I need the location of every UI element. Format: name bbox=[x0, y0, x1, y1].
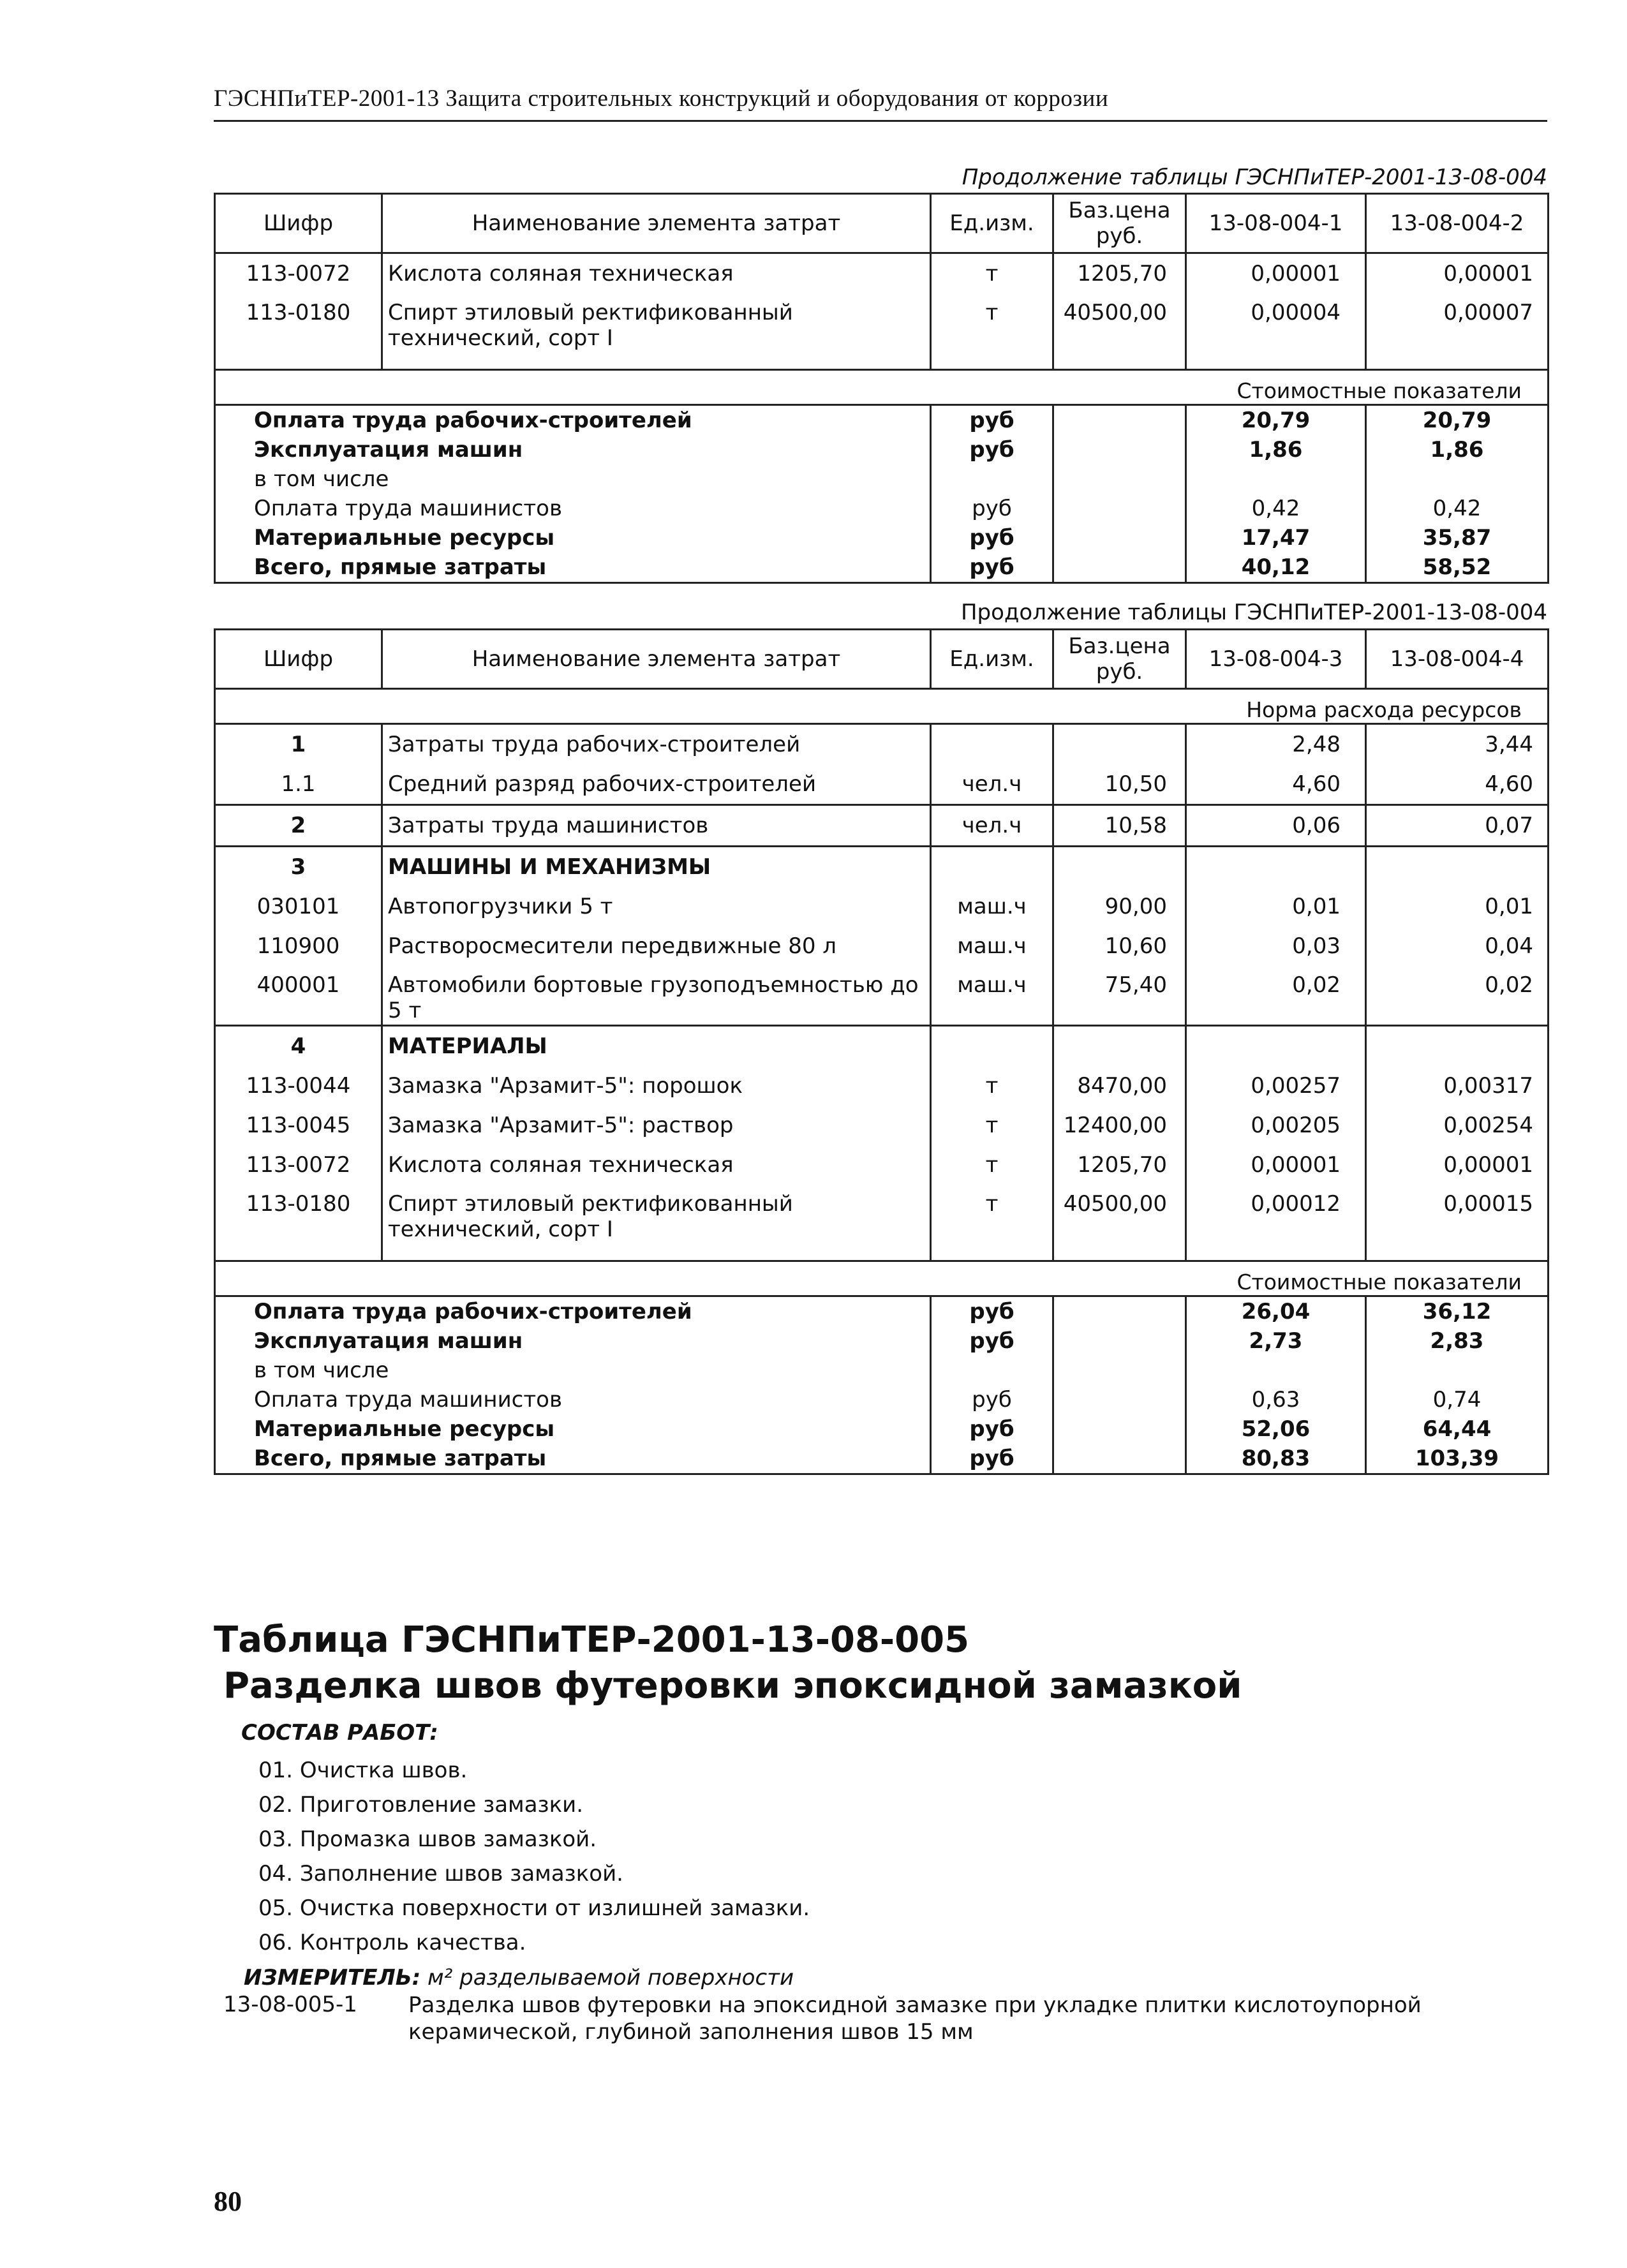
summary-value-2: 0,42 bbox=[1366, 494, 1549, 523]
row-value-2: 0,00015 bbox=[1366, 1185, 1549, 1243]
summary-label: Оплата труда рабочих-строителей bbox=[215, 1296, 931, 1327]
summary-unit: руб bbox=[931, 1326, 1053, 1356]
col-header-norm-1: 13-08-004-1 bbox=[1186, 194, 1366, 253]
row-value-1: 0,00012 bbox=[1186, 1185, 1366, 1243]
summary-value-2: 58,52 bbox=[1366, 552, 1549, 583]
row-value-1: 0,00001 bbox=[1186, 253, 1366, 294]
summary-value-1: 17,47 bbox=[1186, 523, 1366, 552]
row-name: Замазка "Арзамит-5": раствор bbox=[382, 1106, 931, 1145]
col-header-code: Шифр bbox=[215, 630, 382, 689]
row-unit: маш.ч bbox=[931, 926, 1053, 966]
row-unit: т bbox=[931, 1145, 1053, 1185]
summary-value-1: 80,83 bbox=[1186, 1444, 1366, 1474]
cost-band-label: Стоимостные показатели bbox=[215, 1261, 1549, 1296]
summary-row bbox=[215, 494, 1549, 523]
works-list bbox=[258, 1753, 810, 1960]
row-price bbox=[1053, 724, 1186, 765]
col-header-norm-2: 13-08-004-2 bbox=[1366, 194, 1549, 253]
row-name: Автопогрузчики 5 т bbox=[382, 887, 931, 926]
row-value-1: 0,00205 bbox=[1186, 1106, 1366, 1145]
summary-value-2: 0,74 bbox=[1366, 1385, 1549, 1414]
row-value-1: 0,00004 bbox=[1186, 293, 1366, 352]
table-row bbox=[215, 1106, 1549, 1145]
summary-unit: руб bbox=[931, 552, 1053, 583]
row-code: 1.1 bbox=[215, 764, 382, 805]
row-code: 2 bbox=[215, 806, 382, 847]
row-code: 3 bbox=[215, 847, 382, 887]
row-value-2: 0,01 bbox=[1366, 887, 1549, 926]
table2-caption: Продолжение таблицы ГЭСНПиТЕР-2001-13-08-004 bbox=[960, 600, 1547, 625]
row-code: 113-0180 bbox=[215, 293, 382, 352]
list-item: 04. Заполнение швов замазкой. bbox=[258, 1861, 623, 1886]
row-unit: т bbox=[931, 293, 1053, 352]
col-header-code: Шифр bbox=[215, 194, 382, 253]
row-unit: чел.ч bbox=[931, 806, 1053, 847]
row-price: 40500,00 bbox=[1053, 1185, 1186, 1243]
list-item: 05. Очистка поверхности от излишней замазки. bbox=[258, 1895, 810, 1921]
row-code: 113-0072 bbox=[215, 1145, 382, 1185]
table-row bbox=[215, 724, 1549, 765]
resource-table-1 bbox=[214, 193, 1549, 584]
row-code: 113-0045 bbox=[215, 1106, 382, 1145]
summary-label: в том числе bbox=[215, 1356, 931, 1385]
row-value-2: 0,00001 bbox=[1366, 1145, 1549, 1185]
summary-unit: руб bbox=[931, 405, 1053, 436]
row-value-1: 0,01 bbox=[1186, 887, 1366, 926]
row-value-2: 0,02 bbox=[1366, 966, 1549, 1026]
summary-row bbox=[215, 1444, 1549, 1474]
row-code: 4 bbox=[215, 1027, 382, 1066]
summary-row bbox=[215, 1414, 1549, 1444]
list-item: 01. Очистка швов. bbox=[258, 1758, 468, 1783]
header-rule bbox=[214, 120, 1547, 122]
row-price: 40500,00 bbox=[1053, 293, 1186, 352]
table-row bbox=[215, 1185, 1549, 1243]
list-item: 06. Контроль качества. bbox=[258, 1930, 526, 1955]
summary-value-2: 35,87 bbox=[1366, 523, 1549, 552]
table-row bbox=[215, 887, 1549, 926]
summary-row bbox=[215, 405, 1549, 436]
summary-label: Оплата труда машинистов bbox=[215, 494, 931, 523]
col-header-name: Наименование элемента затрат bbox=[382, 630, 931, 689]
row-value-2: 4,60 bbox=[1366, 764, 1549, 805]
row-name: Автомобили бортовые грузоподъемностью до 5 т bbox=[382, 966, 931, 1026]
resource-table-2 bbox=[214, 628, 1549, 1475]
summary-label: Оплата труда машинистов bbox=[215, 1385, 931, 1414]
row-name: Кислота соляная техническая bbox=[382, 253, 931, 294]
row-value-1: 0,03 bbox=[1186, 926, 1366, 966]
row-name: Кислота соляная техническая bbox=[382, 1145, 931, 1185]
table1-caption: Продолжение таблицы ГЭСНПиТЕР-2001-13-08-004 bbox=[962, 165, 1547, 190]
row-value-2: 0,00007 bbox=[1366, 293, 1549, 352]
table-spacer-row bbox=[215, 352, 1549, 370]
running-header: ГЭСНПиТЕР-2001-13 Защита строительных конструкций и оборудования от коррозии bbox=[214, 85, 1109, 112]
summary-label: Всего, прямые затраты bbox=[215, 1444, 931, 1474]
summary-label: Эксплуатация машин bbox=[215, 435, 931, 464]
row-name: Затраты труда машинистов bbox=[382, 806, 931, 847]
row-name: Замазка "Арзамит-5": порошок bbox=[382, 1066, 931, 1106]
cost-band-label: Стоимостные показатели bbox=[215, 370, 1549, 405]
row-value-2: 0,00254 bbox=[1366, 1106, 1549, 1145]
summary-row bbox=[215, 1326, 1549, 1356]
row-value-2: 3,44 bbox=[1366, 724, 1549, 765]
cost-band-row bbox=[215, 370, 1549, 405]
summary-value-1: 0,63 bbox=[1186, 1385, 1366, 1414]
col-header-unit: Ед.изм. bbox=[931, 630, 1053, 689]
row-unit: т bbox=[931, 1106, 1053, 1145]
table-row bbox=[215, 764, 1549, 805]
row-name: МАТЕРИАЛЫ bbox=[382, 1027, 931, 1066]
row-price: 1205,70 bbox=[1053, 253, 1186, 294]
summary-value-1: 0,42 bbox=[1186, 494, 1366, 523]
meter-line bbox=[244, 1965, 794, 1990]
row-unit: маш.ч bbox=[931, 887, 1053, 926]
col-header-norm-4: 13-08-004-4 bbox=[1366, 630, 1549, 689]
group-header-row bbox=[215, 847, 1549, 887]
item-description: Разделка швов футеровки на эпоксидной замазке при укладке плитки кислотоупорной керамической, глубиной заполнения швов 15 мм bbox=[408, 1992, 1422, 2045]
row-value-1: 0,00257 bbox=[1186, 1066, 1366, 1106]
summary-value-1: 20,79 bbox=[1186, 405, 1366, 436]
summary-value-1: 52,06 bbox=[1186, 1414, 1366, 1444]
summary-row bbox=[215, 523, 1549, 552]
summary-label: Материальные ресурсы bbox=[215, 523, 931, 552]
table-row bbox=[215, 1066, 1549, 1106]
row-value-1: 4,60 bbox=[1186, 764, 1366, 805]
table1-header-row bbox=[215, 194, 1549, 253]
row-name: Средний разряд рабочих-строителей bbox=[382, 764, 931, 805]
table-spacer-row bbox=[215, 1243, 1549, 1261]
row-value-1: 0,00001 bbox=[1186, 1145, 1366, 1185]
page-number: 80 bbox=[214, 2186, 242, 2217]
norm-band-label: Норма расхода ресурсов bbox=[215, 689, 1549, 724]
table-row bbox=[215, 253, 1549, 294]
summary-unit: руб bbox=[931, 523, 1053, 552]
row-code: 1 bbox=[215, 724, 382, 765]
list-item: 02. Приготовление замазки. bbox=[258, 1792, 584, 1818]
summary-unit: руб bbox=[931, 1444, 1053, 1474]
summary-label: Материальные ресурсы bbox=[215, 1414, 931, 1444]
summary-unit: руб bbox=[931, 435, 1053, 464]
row-unit bbox=[931, 724, 1053, 765]
summary-value-2: 1,86 bbox=[1366, 435, 1549, 464]
summary-row bbox=[215, 1296, 1549, 1327]
summary-row bbox=[215, 552, 1549, 583]
row-code: 400001 bbox=[215, 966, 382, 1026]
cost-band-row bbox=[215, 1261, 1549, 1296]
summary-unit: руб bbox=[931, 1385, 1053, 1414]
summary-value-1: 2,73 bbox=[1186, 1326, 1366, 1356]
row-value-2: 0,07 bbox=[1366, 806, 1549, 847]
summary-unit: руб bbox=[931, 1414, 1053, 1444]
summary-row bbox=[215, 1356, 1549, 1385]
row-price: 90,00 bbox=[1053, 887, 1186, 926]
row-value-1: 0,02 bbox=[1186, 966, 1366, 1026]
meter-label: ИЗМЕРИТЕЛЬ: bbox=[244, 1965, 421, 1990]
summary-value-1: 40,12 bbox=[1186, 552, 1366, 583]
norm-band-row bbox=[215, 689, 1549, 724]
row-name: Спирт этиловый ректификованный технический, сорт I bbox=[382, 1185, 931, 1243]
row-name: МАШИНЫ И МЕХАНИЗМЫ bbox=[382, 847, 931, 887]
summary-unit: руб bbox=[931, 1296, 1053, 1327]
summary-value-1: 1,86 bbox=[1186, 435, 1366, 464]
row-unit: т bbox=[931, 1185, 1053, 1243]
row-price: 8470,00 bbox=[1053, 1066, 1186, 1106]
row-price: 1205,70 bbox=[1053, 1145, 1186, 1185]
row-code: 030101 bbox=[215, 887, 382, 926]
col-header-norm-3: 13-08-004-3 bbox=[1186, 630, 1366, 689]
row-value-2: 0,04 bbox=[1366, 926, 1549, 966]
works-heading: СОСТАВ РАБОТ: bbox=[241, 1720, 438, 1745]
table-row bbox=[215, 293, 1549, 352]
summary-row bbox=[215, 435, 1549, 464]
row-code: 113-0180 bbox=[215, 1185, 382, 1243]
summary-value-2: 20,79 bbox=[1366, 405, 1549, 436]
group-header-row bbox=[215, 1027, 1549, 1066]
row-value-1: 0,06 bbox=[1186, 806, 1366, 847]
row-price: 75,40 bbox=[1053, 966, 1186, 1026]
summary-unit: руб bbox=[931, 494, 1053, 523]
summary-label: Всего, прямые затраты bbox=[215, 552, 931, 583]
row-code: 113-0044 bbox=[215, 1066, 382, 1106]
table-row bbox=[215, 926, 1549, 966]
col-header-price: Баз.цена руб. bbox=[1053, 194, 1186, 253]
row-code: 113-0072 bbox=[215, 253, 382, 294]
summary-row bbox=[215, 1385, 1549, 1414]
table-row bbox=[215, 1145, 1549, 1185]
row-unit: т bbox=[931, 253, 1053, 294]
row-name: Растворосмесители передвижные 80 л bbox=[382, 926, 931, 966]
summary-value-2: 2,83 bbox=[1366, 1326, 1549, 1356]
row-name: Затраты труда рабочих-строителей bbox=[382, 724, 931, 765]
row-value-2: 0,00001 bbox=[1366, 253, 1549, 294]
row-value-1: 2,48 bbox=[1186, 724, 1366, 765]
table2-header-row bbox=[215, 630, 1549, 689]
summary-label: Эксплуатация машин bbox=[215, 1326, 931, 1356]
summary-label: в том числе bbox=[215, 464, 931, 494]
summary-value-1: 26,04 bbox=[1186, 1296, 1366, 1327]
row-name: Спирт этиловый ректификованный технический, сорт I bbox=[382, 293, 931, 352]
list-item: 03. Промазка швов замазкой. bbox=[258, 1827, 597, 1852]
row-price: 12400,00 bbox=[1053, 1106, 1186, 1145]
col-header-unit: Ед.изм. bbox=[931, 194, 1053, 253]
item-code: 13-08-005-1 bbox=[223, 1992, 357, 2017]
row-unit: т bbox=[931, 1066, 1053, 1106]
section-title: Таблица ГЭСНПиТЕР-2001-13-08-005 bbox=[214, 1619, 970, 1661]
meter-value: м² разделываемой поверхности bbox=[427, 1965, 794, 1990]
summary-value-2: 103,39 bbox=[1366, 1444, 1549, 1474]
row-price: 10,60 bbox=[1053, 926, 1186, 966]
summary-label: Оплата труда рабочих-строителей bbox=[215, 405, 931, 436]
section-subtitle: Разделка швов футеровки эпоксидной замазкой bbox=[223, 1665, 1242, 1707]
col-header-name: Наименование элемента затрат bbox=[382, 194, 931, 253]
row-unit: маш.ч bbox=[931, 966, 1053, 1026]
table-row bbox=[215, 806, 1549, 847]
row-price: 10,58 bbox=[1053, 806, 1186, 847]
row-unit: чел.ч bbox=[931, 764, 1053, 805]
summary-value-2: 36,12 bbox=[1366, 1296, 1549, 1327]
row-value-2: 0,00317 bbox=[1366, 1066, 1549, 1106]
row-code: 110900 bbox=[215, 926, 382, 966]
row-price: 10,50 bbox=[1053, 764, 1186, 805]
summary-row bbox=[215, 464, 1549, 494]
table-row bbox=[215, 966, 1549, 1026]
summary-value-2: 64,44 bbox=[1366, 1414, 1549, 1444]
col-header-price: Баз.цена руб. bbox=[1053, 630, 1186, 689]
